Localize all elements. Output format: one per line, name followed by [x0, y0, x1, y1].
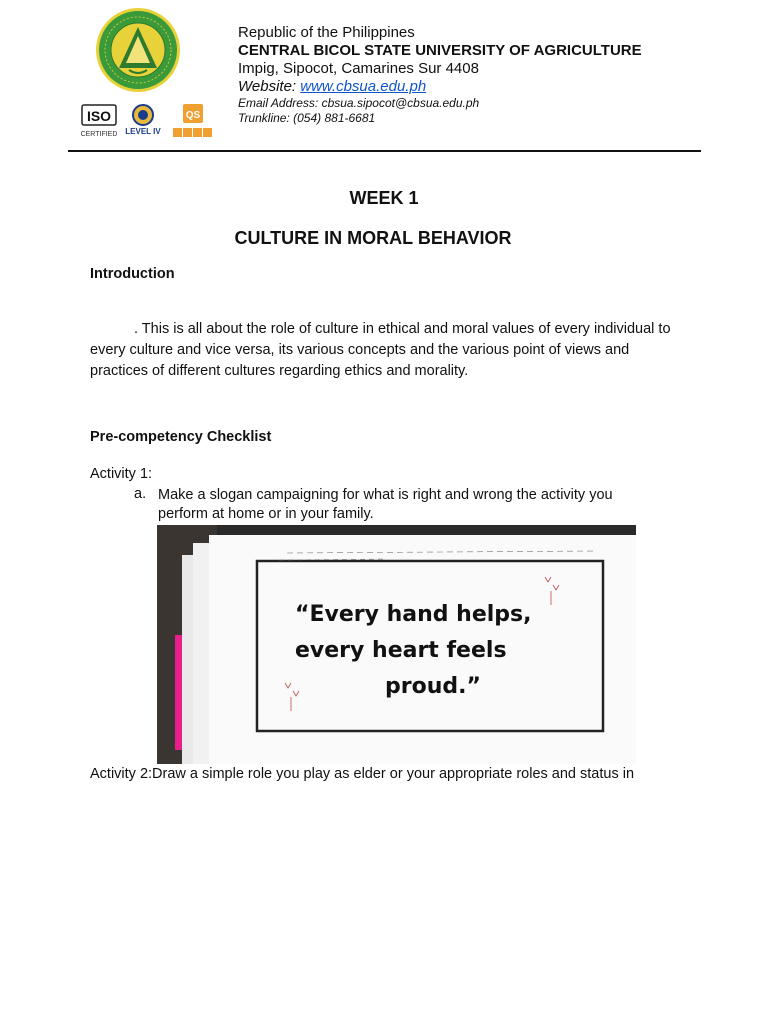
- activity1-label: Activity 1:: [90, 466, 153, 482]
- qs-stars-logo: [172, 103, 214, 139]
- header-divider: [68, 150, 701, 152]
- letterhead-text: [238, 24, 718, 126]
- university-name: CENTRAL BICOL STATE UNIVERSITY OF AGRICULTURE: [238, 42, 642, 59]
- activity2-text: Activity 2:Draw a simple role you play as elder or your appropriate roles and status in: [90, 766, 635, 782]
- precompetency-heading: Pre-competency Checklist: [90, 429, 272, 445]
- week-heading: WEEK 1: [349, 188, 419, 208]
- slogan-line-3: proud.”: [385, 674, 481, 699]
- university-seal-logo: [95, 6, 181, 94]
- iso-logo-text: ISO: [86, 108, 112, 124]
- iso-logo-subtext: CERTIFIED: [80, 131, 118, 138]
- website-label: Website:: [238, 78, 301, 95]
- slogan-line-2: every heart feels: [295, 638, 507, 663]
- website-link[interactable]: www.cbsua.edu.ph: [300, 78, 427, 95]
- introduction-heading: Introduction: [90, 266, 175, 282]
- trunkline-line: Trunkline: (054) 881-6681: [238, 111, 376, 125]
- email-line: Email Address: cbsua.sipocot@cbsua.edu.ph: [238, 96, 480, 110]
- level-iv-accreditation-logo: [124, 103, 162, 139]
- qs-logo-text: QS: [185, 110, 201, 121]
- slogan-photo: [157, 525, 636, 764]
- slogan-line-1: “Every hand helps,: [295, 602, 532, 627]
- iso-certified-logo: [80, 103, 118, 139]
- lesson-title: CULTURE IN MORAL BEHAVIOR: [234, 228, 512, 248]
- level-logo-text: LEVEL IV: [125, 127, 161, 136]
- republic-line: Republic of the Philippines: [238, 24, 415, 41]
- website-line: [238, 78, 718, 96]
- introduction-paragraph: . This is all about the role of culture in ethical and moral values of every individual to every culture and vice versa, its various concepts and the various point of views and practices of different cultures regarding ethics and morality.: [90, 321, 671, 379]
- address-line: Impig, Sipocot, Camarines Sur 4408: [238, 60, 479, 77]
- activity1-item-text: Make a slogan campaigning for what is right and wrong the activity you perform at home or in your family.: [158, 487, 613, 522]
- activity1-item-label: a.: [134, 486, 147, 502]
